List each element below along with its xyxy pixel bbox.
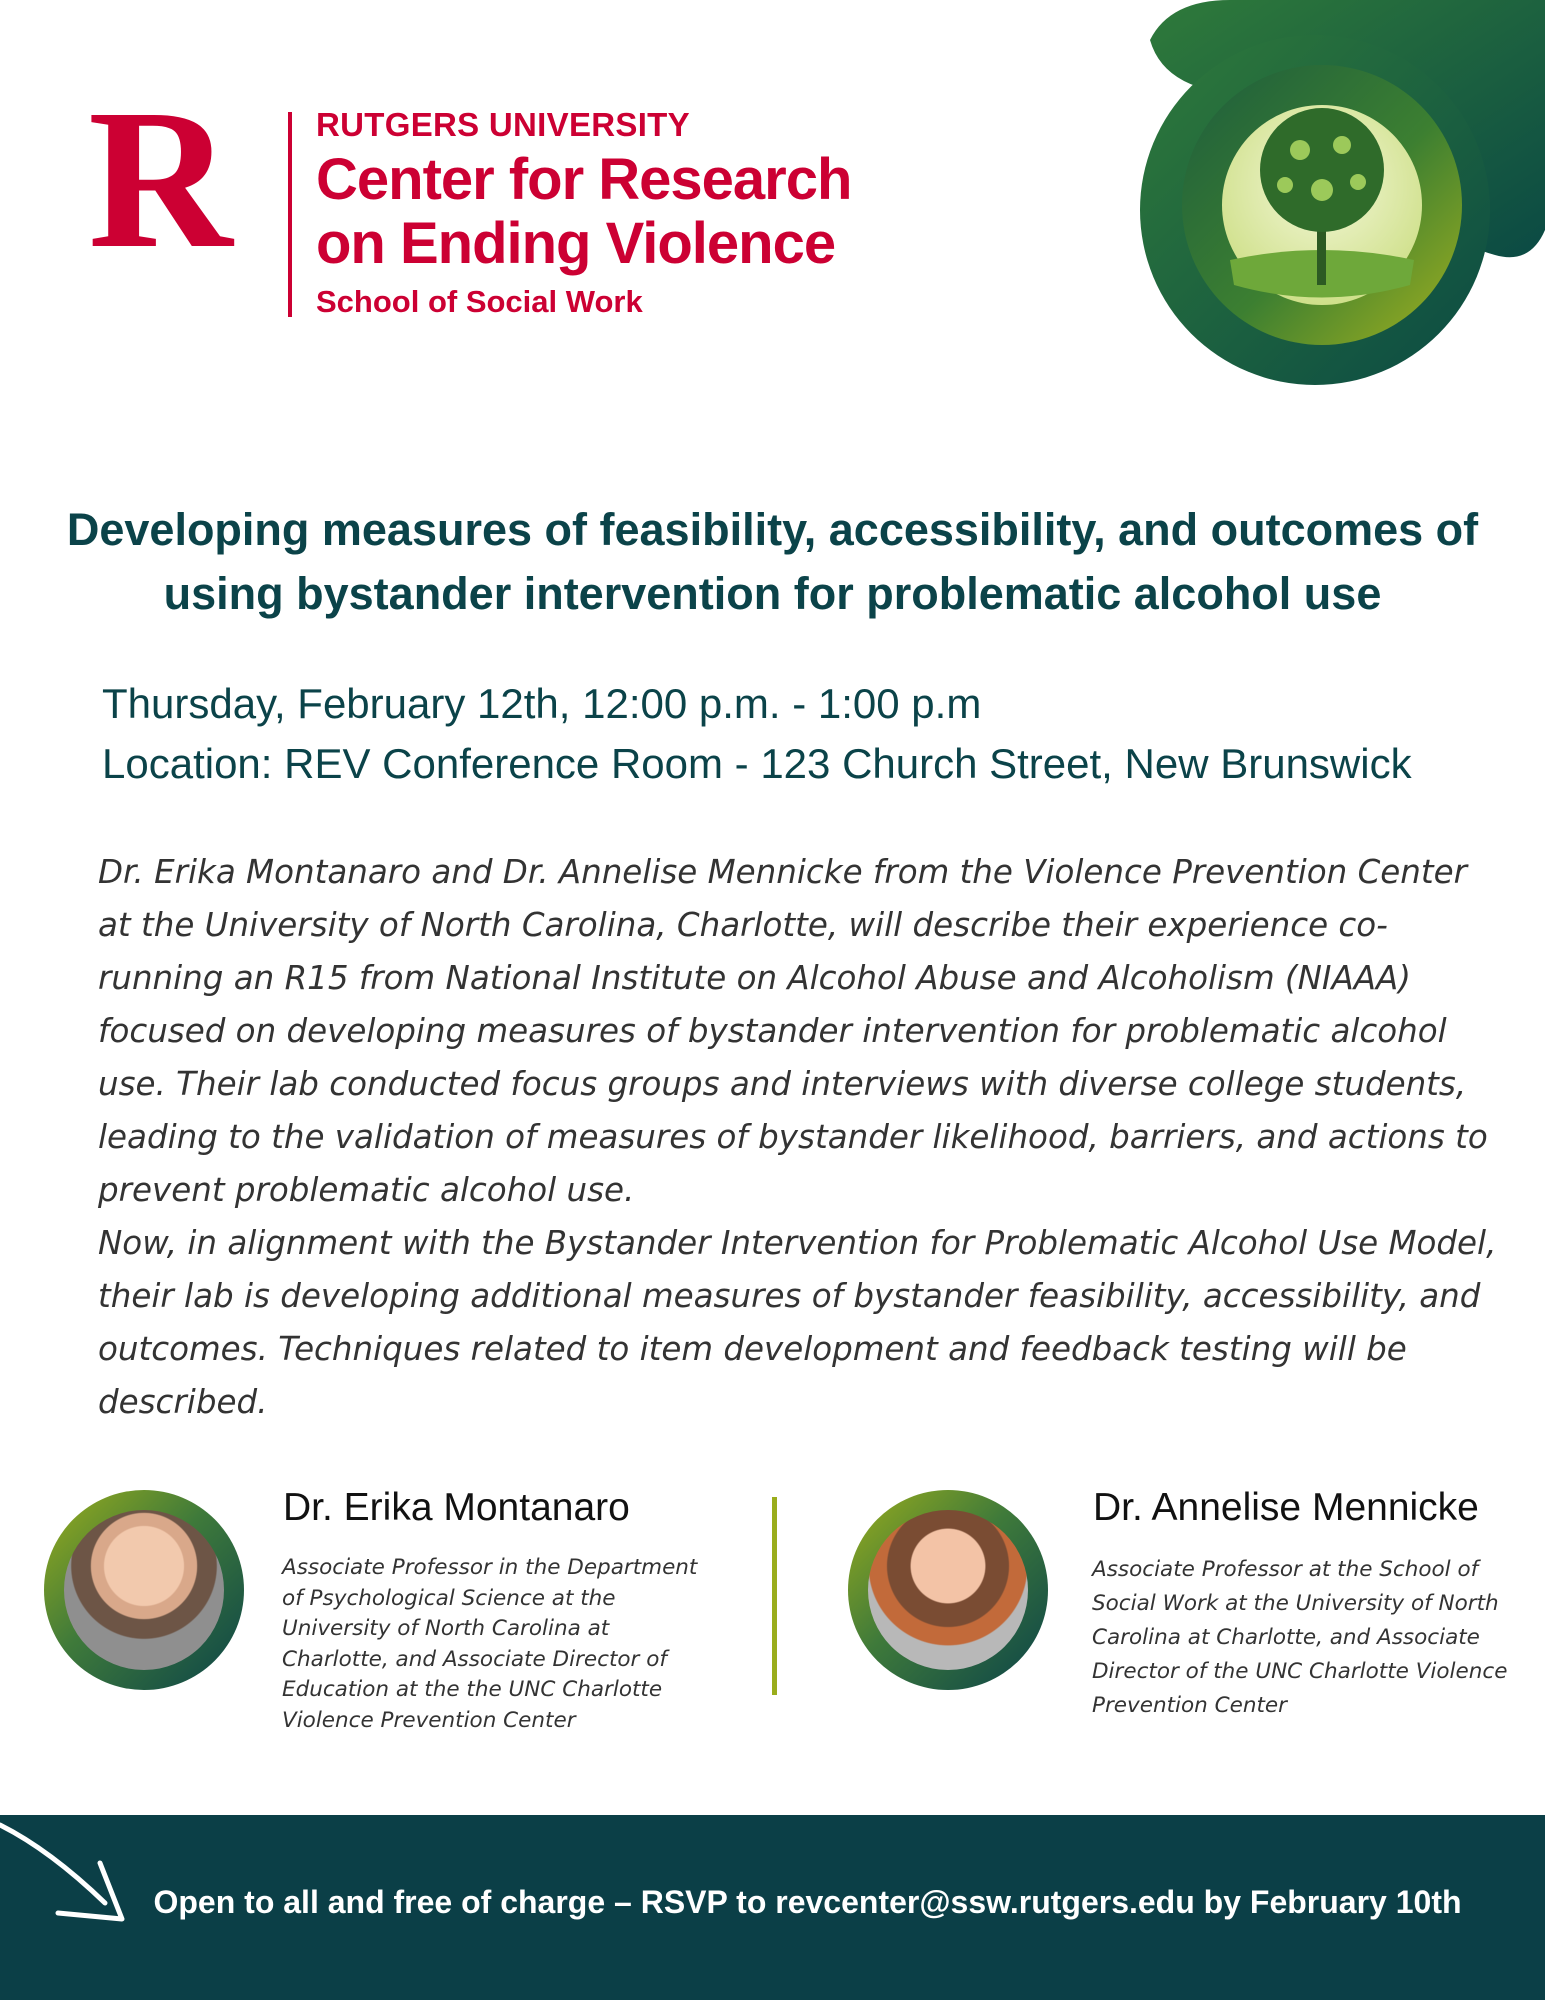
event-title: Developing measures of feasibility, accessibility, and outcomes of using bystander intervention for problematic alcohol use — [66, 504, 1479, 619]
speaker-bio: Associate Professor at the School of Social Work at the University of North Carolina at Charlotte, and Associate Director of the UNC Charlotte Violence Prevention Center — [1092, 1557, 1508, 1718]
rsvp-text: Open to all and free of charge – RSVP to revcenter@ssw.rutgers.edu by February 10th — [153, 1884, 1462, 1920]
center-name-line1: Center for Research — [316, 147, 852, 212]
speaker-divider — [772, 1497, 777, 1695]
event-date-time: Thursday, February 12th, 12:00 p.m. - 1:00 p.m — [102, 680, 982, 727]
rutgers-r-logo: R — [88, 69, 229, 290]
event-location: Location: REV Conference Room - 123 Church Street, New Brunswick — [102, 740, 1412, 787]
center-name-line2: on Ending Violence — [316, 211, 836, 276]
speaker-photo-ring — [848, 1490, 1048, 1690]
speaker-bio: Associate Professor in the Department of Psychological Science at the University of North Carolina at Charlotte, and Associate Director of Education at the the UNC Charlotte Violence Prevention Center — [282, 1555, 698, 1733]
description-paragraph-2: Now, in alignment with the Bystander Intervention for Problematic Alcohol Use Model, their lab is developing additional measures of bystander feasibility, accessibility, and outcomes. Techniques related to item development and feedback testing will be described. — [98, 1224, 1497, 1421]
tree-of-people-icon — [1110, 0, 1545, 400]
center-name — [316, 148, 851, 276]
school-name: School of Social Work — [316, 284, 643, 319]
logo-divider — [288, 112, 292, 317]
speaker-photo-mennicke — [868, 1510, 1028, 1670]
university-name: RUTGERS UNIVERSITY — [316, 106, 690, 143]
description-paragraph-1: Dr. Erika Montanaro and Dr. Annelise Mennicke from the Violence Prevention Center at the University of North Carolina, Charlotte, will describe their experience co-running an R15 from National Institute on Alcohol Abuse and Alcoholism (NIAAA) focused on developing measures of bystander intervention for problematic alcohol use. Their lab conducted focus groups and interviews with diverse college students, leading to the validation of measures of bystander likelihood, barriers, and actions to prevent problematic alcohol use. — [98, 853, 1488, 1209]
speaker-photo-ring — [44, 1490, 244, 1690]
speaker-photo-montanaro — [64, 1510, 224, 1670]
speaker-name: Dr. Annelise Mennicke — [1093, 1486, 1479, 1529]
speaker-name: Dr. Erika Montanaro — [283, 1486, 630, 1529]
